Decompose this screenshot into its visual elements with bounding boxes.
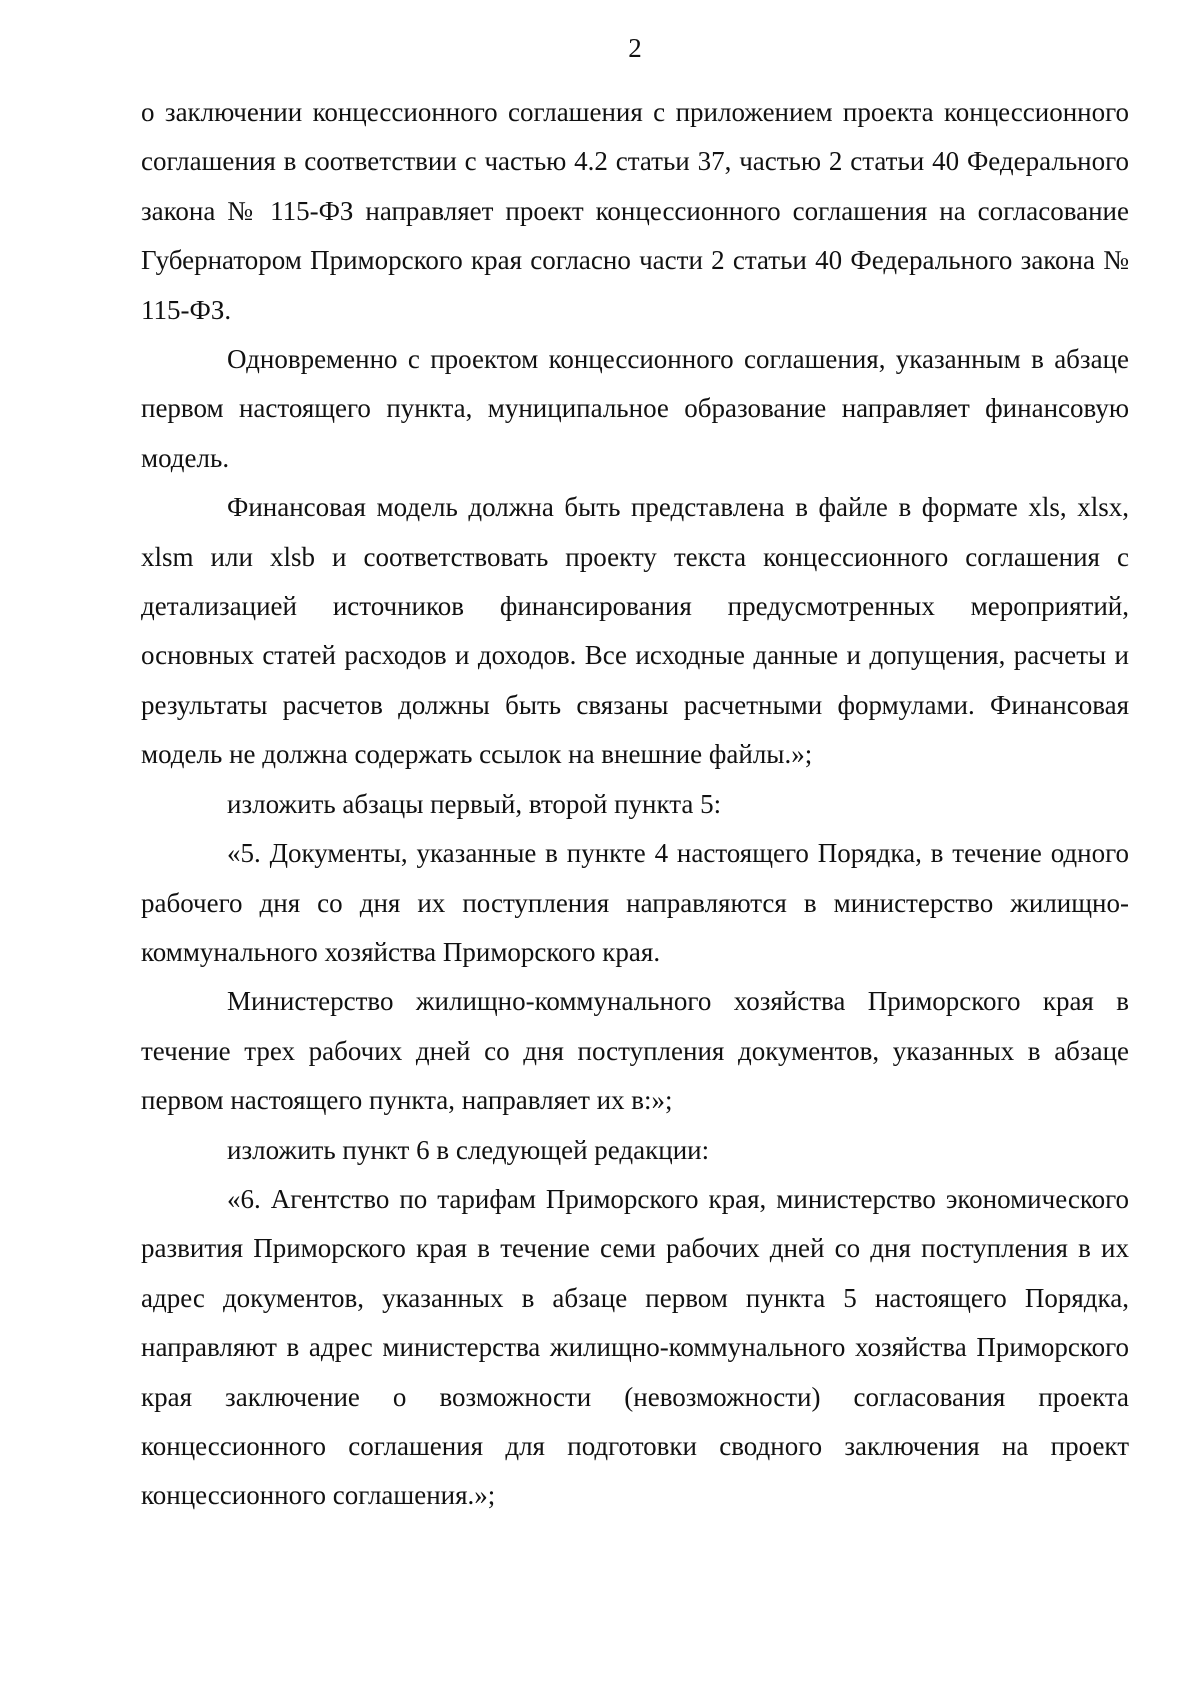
paragraph-ministry-forwarding: Министерство жилищно-коммунального хозяйства Приморского края в течение трех рабочих дней со дня поступления документов, указанных в абзаце первом настоящего пункта, направляет их в:»;: [141, 986, 1129, 1116]
paragraph-amend-point-6-instruction: изложить пункт 6 в следующей редакции:: [227, 1134, 710, 1165]
paragraph-amend-point-5-instruction: изложить абзацы первый, второй пункта 5:: [227, 788, 722, 819]
paragraph-financial-model-requirements: Финансовая модель должна быть представлена в файле в формате xls, xlsx, xlsm или xlsb и соответствовать проекту текста концессионного соглашения с детализацией источников финансирования предусмотренных мероприятий, основных статей расходов и доходов. Все исходные данные и допущения, расчеты и результаты расчетов должны быть связаны расчетными формулами. Финансовая модель не должна содержать ссылок на внешние файлы.»;: [141, 492, 1129, 770]
paragraph-concession-continuation: о заключении концессионного соглашения с приложением проекта концессионного соглашения в соответствии с частью 4.2 статьи 37, частью 2 статьи 40 Федерального закона № 115-ФЗ направляет проект концессионного соглашения на согласование Губернатором Приморского края согласно части 2 статьи 40 Федерального закона № 115-ФЗ.: [141, 97, 1129, 325]
paragraph-point-5-text: «5. Документы, указанные в пункте 4 настоящего Порядка, в течение одного рабочего дня со дня их поступления направляются в министерство жилищно-коммунального хозяйства Приморского края.: [141, 838, 1129, 967]
document-body: [141, 88, 1129, 1521]
paragraph-financial-model-submission: Одновременно с проектом концессионного соглашения, указанным в абзаце первом настоящего пункта, муниципальное образование направляет финансовую модель.: [141, 344, 1129, 473]
page-number: 2: [628, 33, 642, 63]
paragraph-point-6-text: «6. Агентство по тарифам Приморского края, министерство экономического развития Приморского края в течение семи рабочих дней со дня поступления в их адрес документов, указанных в абзаце первом пункта 5 настоящего Порядка, направляют в адрес министерства жилищно-коммунального хозяйства Приморского края заключение о возможности (невозможности) согласования проекта концессионного соглашения для подготовки сводного заключения на проект концессионного соглашения.»;: [141, 1183, 1129, 1511]
